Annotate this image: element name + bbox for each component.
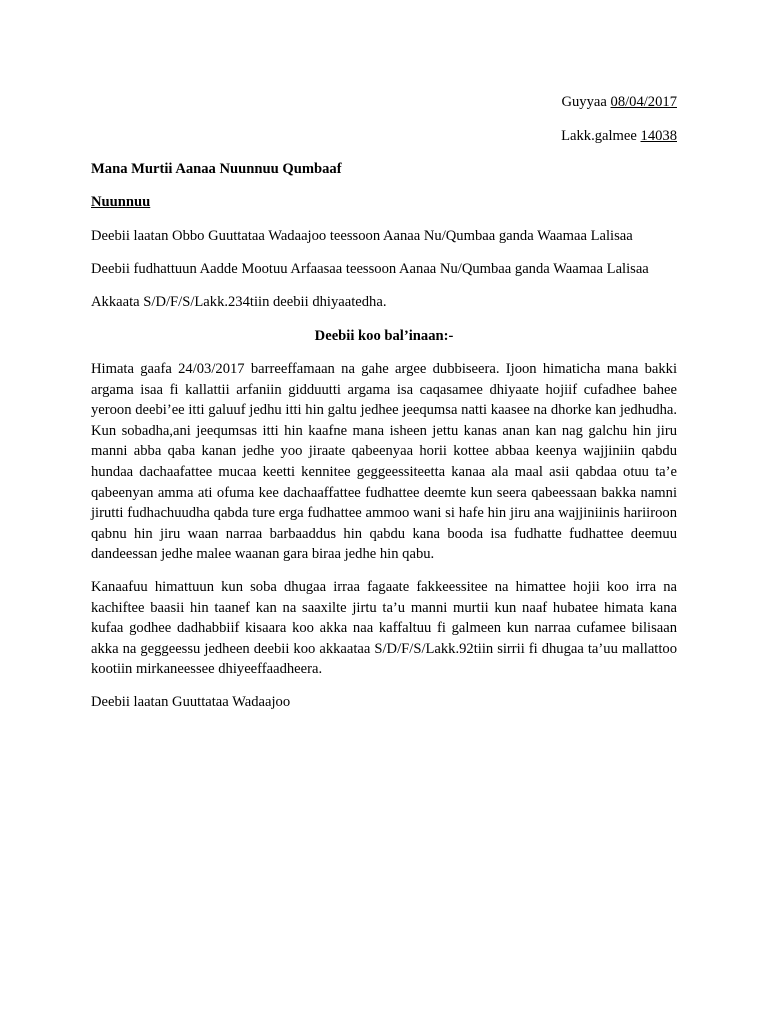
date-line	[91, 92, 677, 112]
reference-line	[91, 126, 677, 146]
date-label: Guyyaa	[561, 94, 607, 110]
location-text: Nuunnuu	[91, 194, 151, 210]
section-heading: Deebii koo bal’inaan:-	[314, 328, 454, 344]
signature-line: Deebii laatan Guuttataa Wadaajoo	[91, 694, 291, 710]
recipient-title: Mana Murtii Aanaa Nuunnuu Qumbaaf	[91, 161, 342, 177]
reference-value: 14038	[640, 128, 677, 144]
respondent-line: Deebii fudhattuun Aadde Mootuu Arfaasaa teessoon Aanaa Nu/Qumbaa ganda Waamaa Lalisaa	[91, 261, 649, 277]
recipient-location	[91, 192, 677, 212]
body-paragraph-2: Kanaafuu himattuun kun soba dhugaa irraa fagaate fakkeessitee na himattee hojii koo irra na kachiftee baasii hin taanef kan na saaxilte jirtu ta’u manni murtii kun naaf hubatee himata kana kufaa godhee dadhabbiif kisaara koo akka naa kaffaltuu fi galmeen kun narraa cufamee bilisaan akka na geggeessu jedheen deebii koo akkaataa S/D/F/S/Lakk.92tiin sirrii fi dhugaa ta’uu mallattoo kootiin mirkaneessee dhiyeeffaadheera.	[91, 579, 677, 678]
body-paragraph-1: Himata gaafa 24/03/2017 barreeffamaan na gahe argee dubbiseera. Ijoon himaticha mana bakki argama isaa fi kallattii arfaniin gidduutti argama isa caqasamee dhiyaate hojiif cufadhee bahee yeroon deebi’ee itti galuuf jedhu itti hin galtu jedhee jeequmsa natti kaasee na dhorke kan jedhudha. Kun sobadha,ani jeequmsas itti hin kaafne mana isheen jettu kanas anan kan nag galchu hin jiru manni abba qaba kanan jedhe yoo jiraate qabeenyaa horii kottee abbaa keenya wajjiniin qabdu hundaa dachaafattee mucaa keetti kennitee geggeessiteetta kanaa ala maal asii qabdaa otuu ta’e qabeenyan amma ati ofuma kee dachaaffattee fudhattee deemte kun seera qabeessaan bakka namni jirutti fudhachuudha qabda ture erga fudhattee ammoo wani si hafe hin jiru ana wajjiniinis hariiroon qabnu hin jiru waan narraa barbaaddus hin qabdu kana booda isa fudhatte fudhattee deemuu dandeessan jedhe malee waanan gara biraa jedhe hin qabu.	[91, 361, 677, 563]
reference-statement: Akkaata S/D/F/S/Lakk.234tiin deebii dhiyaatedha.	[91, 294, 387, 310]
plaintiff-line: Deebii laatan Obbo Guuttataa Wadaajoo teessoon Aanaa Nu/Qumbaa ganda Waamaa Lalisaa	[91, 228, 633, 244]
date-value: 08/04/2017	[610, 94, 677, 110]
reference-label: Lakk.galmee	[561, 128, 637, 144]
